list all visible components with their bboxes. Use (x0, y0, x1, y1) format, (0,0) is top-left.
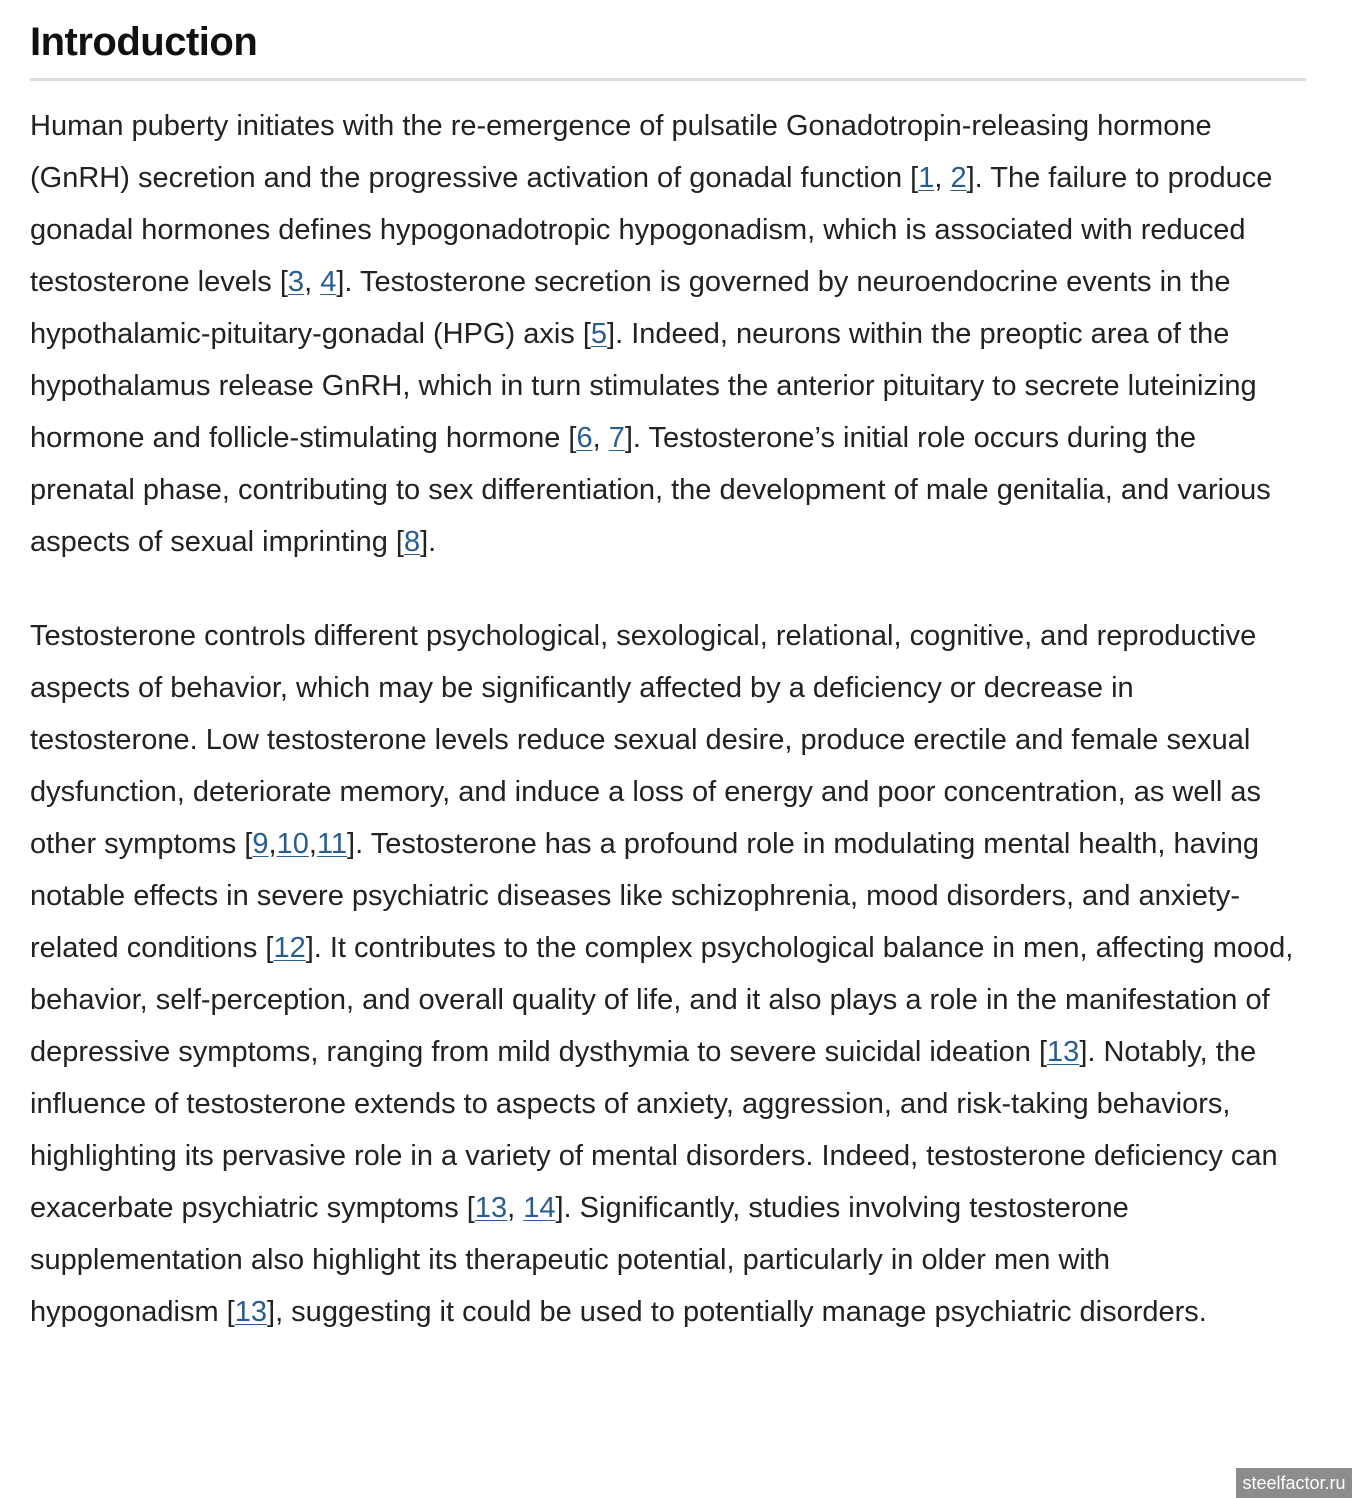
paragraph-text: ]. Notably, the influence of testosterone extends to aspects of anxiety, aggression, and risk-taking behaviors, highlighting its pervasive role in a variety of mental disorders. Indeed, testosterone deficiency can exacerbate psychiatric symptoms [ (30, 1036, 1278, 1224)
citation-link-9[interactable]: 9 (252, 828, 269, 860)
citation-link-6[interactable]: 6 (576, 422, 593, 454)
citation-separator: , (507, 1192, 524, 1224)
paragraph-text: Human puberty initiates with the re-emergence of pulsatile Gonadotropin-releasing hormone (GnRH) secretion and the progressive activation of gonadal function [ (30, 110, 1212, 194)
paragraph-text: ]. Indeed, neurons within the preoptic area of the hypothalamus release GnRH, which in turn stimulates the anterior pituitary to secrete luteinizing hormone and follicle-stimulating hormone [ (30, 318, 1257, 454)
paragraph-text: ]. Significantly, studies involving testosterone supplementation also highlight its therapeutic potential, particularly in older men with hypogonadism [ (30, 1192, 1129, 1328)
citation-separator: , (592, 422, 609, 454)
citation-link-2[interactable]: 2 (950, 162, 967, 194)
paragraph-text: ]. The failure to produce gonadal hormones defines hypogonadotropic hypogonadism, which is associated with reduced testosterone levels [ (30, 162, 1273, 298)
paragraph-text: Testosterone controls different psychological, sexological, relational, cognitive, and reproductive aspects of behavior, which may be significantly affected by a deficiency or decrease in testosterone. Low testosterone levels reduce sexual desire, produce erectile and female sexual dysfunction, deteriorate memory, and induce a loss of energy and poor concentration, as well as other symptoms [ (30, 620, 1262, 860)
paragraph-text: ]. Testosterone’s initial role occurs during the prenatal phase, contributing to sex differentiation, the development of male genitalia, and various aspects of sexual imprinting [ (30, 422, 1271, 558)
citation-separator: , (304, 266, 321, 298)
citation-link-13[interactable]: 13 (234, 1296, 268, 1328)
citation-link-10[interactable]: 10 (276, 828, 309, 860)
citation-link-3[interactable]: 3 (287, 266, 305, 298)
citation-link-12[interactable]: 12 (273, 932, 306, 964)
paragraph-text: ], suggesting it could be used to potentially manage psychiatric disorders. (267, 1296, 1207, 1328)
citation-link-14[interactable]: 14 (523, 1192, 556, 1224)
citation-separator: , (268, 828, 277, 860)
citation-link-8[interactable]: 8 (403, 526, 421, 558)
citation-link-13[interactable]: 13 (474, 1192, 508, 1224)
watermark-badge: steelfactor.ru (1236, 1468, 1352, 1498)
citation-link-11[interactable]: 11 (316, 828, 348, 860)
citation-link-7[interactable]: 7 (608, 422, 625, 454)
paragraph-text: ]. Testosterone has a profound role in modulating mental health, having notable effects in severe psychiatric diseases like schizophrenia, mood disorders, and anxiety-related conditions [ (30, 828, 1259, 964)
citation-link-13[interactable]: 13 (1047, 1036, 1080, 1068)
citation-link-1[interactable]: 1 (918, 162, 935, 194)
citation-link-5[interactable]: 5 (590, 318, 608, 350)
paragraph-2 (30, 610, 1306, 1338)
section-heading: Introduction (30, 0, 1306, 81)
paragraph-text: ]. It contributes to the complex psychological balance in men, affecting mood, behavior, self-perception, and overall quality of life, and it also plays a role in the manifestation of depressive symptoms, ranging from mild dysthymia to severe suicidal ideation [ (30, 932, 1294, 1068)
article-section (30, 0, 1306, 1338)
paragraph-text: ]. Testosterone secretion is governed by neuroendocrine events in the hypothalamic-pituitary-gonadal (HPG) axis [ (30, 266, 1231, 350)
paragraph-1 (30, 100, 1306, 568)
citation-separator: , (934, 162, 951, 194)
citation-link-4[interactable]: 4 (320, 266, 337, 298)
citation-separator: , (308, 828, 317, 860)
paragraph-text: ]. (420, 526, 437, 558)
